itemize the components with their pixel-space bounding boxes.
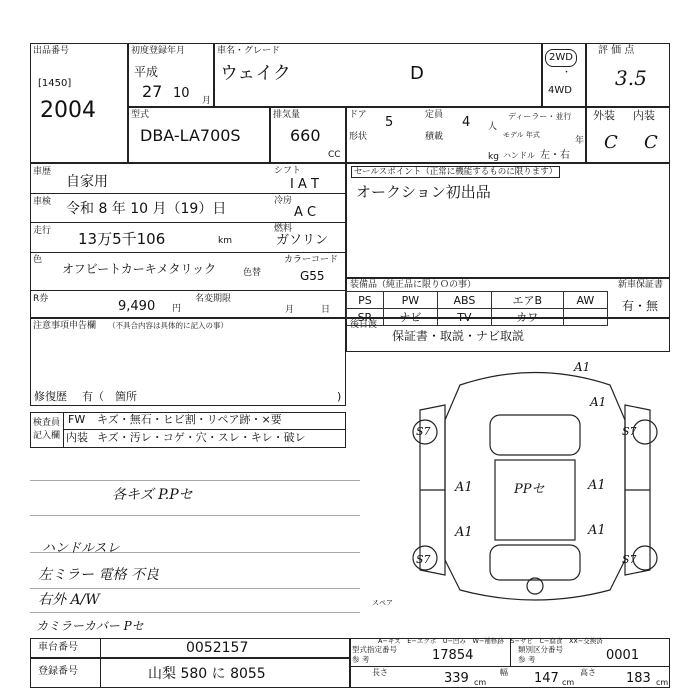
grade: D bbox=[410, 63, 424, 84]
divider bbox=[30, 222, 346, 223]
lot-number: 2004 bbox=[40, 98, 96, 123]
length-label: 長さ bbox=[372, 668, 388, 677]
first-reg-label: 初度登録年月 bbox=[131, 46, 186, 56]
repair-paren: ) bbox=[337, 390, 342, 403]
width-value: 147 bbox=[534, 671, 559, 686]
yen-unit: 円 bbox=[172, 304, 182, 314]
dealer-label: ディーラー・並行 bbox=[508, 112, 572, 121]
divider bbox=[63, 429, 346, 430]
divider bbox=[30, 252, 346, 253]
lot-label: 出品番号 bbox=[33, 46, 70, 56]
type-num-label: 型式指定番号 参 考 bbox=[352, 645, 397, 664]
deposit-label: 名変期限 bbox=[195, 294, 232, 304]
inspect-in: 内装 bbox=[66, 431, 88, 444]
year-unit: 年 bbox=[575, 136, 585, 146]
displacement-label: 排気量 bbox=[273, 110, 301, 120]
interior-label: 内装 bbox=[633, 109, 655, 122]
repair-label: 修復歴 bbox=[34, 390, 67, 403]
drive-4wd: 4WD bbox=[548, 85, 572, 96]
type-num-value: 17854 bbox=[432, 648, 474, 663]
load-label: 積載 bbox=[425, 132, 444, 142]
damage-mark: S7 bbox=[622, 425, 637, 438]
shift-value: I A T bbox=[290, 177, 319, 192]
notes-label: 注意事項申告欄 bbox=[33, 321, 97, 331]
cm-unit: cm bbox=[656, 678, 669, 687]
handwritten-line-4: 右外 A/W bbox=[38, 592, 100, 608]
sales-title: セールスポイント（正常に機能するものに限ります） bbox=[351, 166, 560, 178]
repair-value: 有（ 箇所 bbox=[82, 390, 137, 403]
history-label: 車歴 bbox=[33, 167, 52, 177]
handwritten-line-1: 各キズ P.Pセ bbox=[112, 487, 193, 503]
damage-mark: A1 bbox=[455, 525, 473, 540]
new-car-label: 新車保証書 bbox=[618, 280, 664, 290]
model-year-label: モデル 年式 bbox=[503, 131, 540, 139]
equip-ps: PS bbox=[347, 292, 384, 309]
doors-value: 5 bbox=[385, 115, 394, 130]
handwritten-line-5: カミラーカバー Pセ bbox=[36, 619, 144, 633]
equipment-title: 装備品（純正品に限りＯの事） bbox=[350, 280, 477, 290]
capacity-label: 定員 bbox=[425, 110, 444, 120]
damage-mark: A1 bbox=[455, 480, 473, 495]
history-value: 自家用 bbox=[66, 174, 108, 190]
reg-month: 10 bbox=[173, 86, 190, 101]
handwritten-line-3: 左ミラー 電格 不良 bbox=[38, 567, 159, 583]
divider bbox=[350, 638, 351, 688]
inspect-fw-items: キズ・無石・ヒビ割・リペア跡・×要 bbox=[97, 413, 282, 426]
notes-sub: （不具合内容は具体的に記入の事） bbox=[108, 321, 228, 330]
height-value: 183 bbox=[626, 671, 651, 686]
class-num-label: 類別区分番号 参 考 bbox=[518, 645, 563, 664]
spare-label: スペア bbox=[372, 599, 393, 607]
fuel-value: ガソリン bbox=[276, 233, 329, 248]
drive-dot: ・ bbox=[562, 68, 572, 78]
equip-airbag: エアB bbox=[491, 292, 563, 309]
ruled-line bbox=[30, 588, 360, 589]
equip-navi: ナビ bbox=[383, 309, 437, 326]
capacity-value: 4 bbox=[462, 115, 471, 130]
mileage-label: 走行 bbox=[33, 226, 52, 236]
lot-code: [1450] bbox=[38, 78, 72, 89]
recycle-value: 9,490 bbox=[118, 299, 156, 314]
reg-label: 登録番号 bbox=[38, 666, 78, 677]
sales-value: オークション初出品 bbox=[356, 183, 491, 201]
ac-label: 冷房 bbox=[274, 196, 293, 206]
cm-unit: cm bbox=[474, 678, 487, 687]
equip-pw: PW bbox=[383, 292, 437, 309]
model-value: DBA-LA700S bbox=[140, 126, 241, 145]
score-value: 3.5 bbox=[615, 66, 647, 90]
score-label: 評 価 点 bbox=[598, 45, 635, 56]
ac-value: A C bbox=[294, 205, 317, 220]
damage-mark: S7 bbox=[416, 425, 431, 438]
model-label: 型式 bbox=[131, 110, 150, 120]
divider bbox=[30, 193, 346, 194]
warranty-value: 有・無 bbox=[622, 299, 659, 313]
equip-aw: AW bbox=[563, 292, 607, 309]
mileage-value: 13万5千106 bbox=[78, 230, 166, 248]
equip-abs: ABS bbox=[437, 292, 491, 309]
exterior-score: C bbox=[604, 132, 618, 153]
color-value: オフビートカーキメタリック bbox=[62, 262, 217, 276]
divider bbox=[510, 638, 511, 666]
car-name: ウェイク bbox=[220, 63, 291, 84]
kg-unit: kg bbox=[488, 152, 499, 162]
cm-unit: cm bbox=[562, 678, 575, 687]
cc-unit: CC bbox=[328, 150, 341, 160]
exterior-label: 外装 bbox=[593, 109, 615, 122]
reg-value: 山梨 580 に 8055 bbox=[148, 666, 266, 682]
name-grade-label: 車名・グレード bbox=[217, 46, 281, 56]
equip-leather: カワ bbox=[491, 309, 563, 326]
ruled-line bbox=[30, 612, 360, 613]
month-unit: 月 bbox=[202, 96, 212, 106]
class-num-value: 0001 bbox=[606, 648, 640, 663]
ruled-line bbox=[30, 515, 360, 516]
legend: A−キズ E−エクボ U−凹み W−補修跡 S−サビ C−腐食 XX−交換済 bbox=[378, 637, 603, 645]
km-unit: km bbox=[218, 236, 232, 246]
inspect-label-1: 検査員 bbox=[33, 418, 61, 428]
month-day: 月 日 bbox=[285, 305, 331, 315]
later-value: 保証書・取説・ナビ取説 bbox=[392, 329, 525, 343]
divider bbox=[350, 666, 670, 667]
damage-mark: S7 bbox=[416, 553, 431, 566]
person-unit: 人 bbox=[488, 122, 498, 132]
chassis-value: 0052157 bbox=[186, 640, 249, 656]
length-value: 339 bbox=[444, 671, 469, 686]
divider bbox=[63, 412, 64, 448]
color-code-label: カラーコード bbox=[284, 255, 339, 265]
later-label: 後日渡 bbox=[350, 320, 378, 330]
damage-mark: A1 bbox=[588, 478, 606, 493]
displacement-value: 660 bbox=[290, 126, 321, 145]
shape-label: 形状 bbox=[349, 132, 368, 142]
fuel-label: 燃料 bbox=[274, 224, 293, 234]
divider bbox=[30, 290, 346, 291]
notes-block bbox=[30, 318, 346, 406]
inspect-fw: FW bbox=[68, 413, 86, 426]
era: 平成 bbox=[134, 65, 159, 79]
drive-2wd: 2WD bbox=[545, 49, 577, 67]
equip-tv: TV bbox=[437, 309, 491, 326]
reg-year: 27 bbox=[142, 82, 163, 101]
inspection-value: 令和 8 年 10 月（19）日 bbox=[66, 201, 227, 217]
damage-mark: PPセ bbox=[514, 482, 545, 497]
damage-mark: S7 bbox=[622, 553, 637, 566]
handwritten-line-2: ハンドルスレ bbox=[42, 541, 120, 556]
chassis-label: 車台番号 bbox=[38, 642, 78, 653]
color-code: G55 bbox=[300, 269, 325, 283]
color-change-label: 色替 bbox=[243, 268, 262, 278]
interior-score: C bbox=[644, 132, 658, 153]
equip-sr: SR bbox=[347, 309, 384, 326]
recycle-label: R券 bbox=[33, 294, 49, 304]
width-label: 幅 bbox=[500, 668, 508, 677]
shift-label: シフト bbox=[274, 166, 302, 176]
divider bbox=[100, 638, 101, 688]
inspect-in-items: キズ・汚レ・コゲ・穴・スレ・キレ・破レ bbox=[97, 431, 306, 444]
damage-mark: A1 bbox=[588, 523, 606, 538]
ruled-line bbox=[30, 480, 360, 481]
inspect-label-2: 記入欄 bbox=[33, 431, 61, 441]
handle-label: ハンドル bbox=[503, 151, 535, 160]
door-label: ドア bbox=[349, 110, 367, 120]
damage-mark: A1 bbox=[590, 395, 607, 409]
handle-value: 左・右 bbox=[540, 150, 570, 161]
sales-block bbox=[346, 163, 670, 278]
color-label: 色 bbox=[33, 255, 43, 265]
height-label: 高さ bbox=[580, 668, 596, 677]
damage-mark: A1 bbox=[574, 360, 591, 374]
inspection-label: 車検 bbox=[33, 197, 52, 207]
